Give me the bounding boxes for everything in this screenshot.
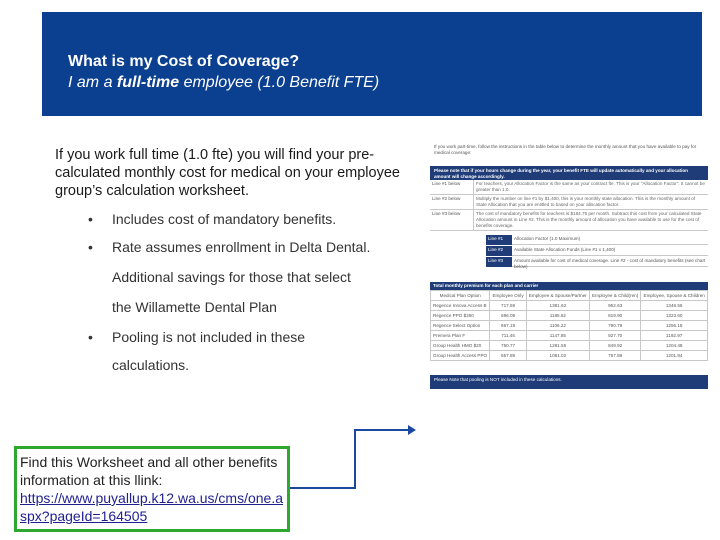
bullet-marker: • xyxy=(88,211,93,227)
worksheet-bottom-note: Please Note that pooling is NOT included in these calculations. xyxy=(430,375,708,389)
intro-paragraph: If you work full time (1.0 fte) you will find your pre-calculated monthly cost for medical on your employee group’s calculation worksheet. xyxy=(55,147,400,199)
page-subtitle: I am a full-time employee (1.0 Benefit FTE) xyxy=(68,74,380,91)
worksheet-intro: If you work part-time, follow the instructions in the table below to determine the monthly amount that you have available to pay for medical coverage: xyxy=(434,144,697,155)
worksheet-sub-row: Line #3 Amount available for cost of medical coverage. Line #2 - cost of mandatory benefits (see chart below) xyxy=(486,257,708,268)
page-title: What is my Cost of Coverage? xyxy=(68,53,300,70)
table-row: Group Health HMO $20 750.77 1281.55 849.92 1204.48 xyxy=(431,341,708,351)
worksheet-sub-row: Line #1 Allocation Factor (1.0 Maximum) xyxy=(486,235,708,246)
link-callout-text: Find this Worksheet and all other benefits information at this llink: xyxy=(20,454,278,488)
worksheet-note: Please note that if your hours change during the year, your benefit FTE will update automatically and your allocation amount will change accordingly. xyxy=(430,166,708,180)
worksheet-link[interactable]: https://www.puyallup.k12.wa.us/cms/one.aspx?pageId=164505 xyxy=(20,490,284,524)
bullet-item: • Includes cost of mandatory benefits. xyxy=(88,211,337,227)
bullet-item: • Rate assumes enrollment in Delta Dental. xyxy=(88,239,371,255)
table-row: Regence Innova Access B 717.69 1381.62 952.63 1346.56 xyxy=(431,301,708,311)
table-row: Regence PPO $250 696.09 1185.62 819.90 1323.60 xyxy=(431,311,708,321)
worksheet-table-title: Total monthly premium for each plan and carrier xyxy=(430,282,708,290)
table-header-row: Medical Plan Option Employee Only Employee & Spouse/Partner Employee & Child(ren) Employee, Spouse & Children xyxy=(431,291,708,301)
table-row: Premera Plan F 711.46 1147.85 927.70 1192.97 xyxy=(431,331,708,341)
table-row: Group Health Access PPO 657.89 1081.02 757.89 1201.84 xyxy=(431,351,708,361)
bullet-continuation: Additional savings for those that select the Willamette Dental Plan xyxy=(112,269,351,315)
worksheet-line: Line #1 below For teachers, your Allocation Factor is the same as your contract fte. This is your "Allocation Factor". It cannot be greater than 1.0. xyxy=(430,180,708,195)
worksheet-table xyxy=(430,290,708,361)
bullet-marker: • xyxy=(88,329,93,345)
table-row: Regence Select Option 667.19 1106.22 790.79 1256.18 xyxy=(431,321,708,331)
worksheet-sub-rows xyxy=(430,235,708,268)
bullet-item: • Pooling is not included in these xyxy=(88,329,306,345)
worksheet-thumbnail xyxy=(430,142,708,462)
worksheet-line: Line #2 below Multiply the number on line #1 by $1,400, this is your monthly state allocation. This is the monthly amount of State Allocation that you are entitled to based on your allocation factor. xyxy=(430,195,708,210)
bullet-continuation: calculations. xyxy=(112,357,190,373)
worksheet-line: Line #3 below The cost of mandatory benefits for teachers is $184.75 per month. Subtract this cost from your calculated State Allocation amount in Line #2. This is the monthly amount of allocation you have available to use for the cost of benefits coverage. xyxy=(430,210,708,231)
bullet-marker: • xyxy=(88,239,93,255)
worksheet-sub-row: Line #2 Available State Allocation Funds (Line #1 x 1,400) xyxy=(486,246,708,257)
